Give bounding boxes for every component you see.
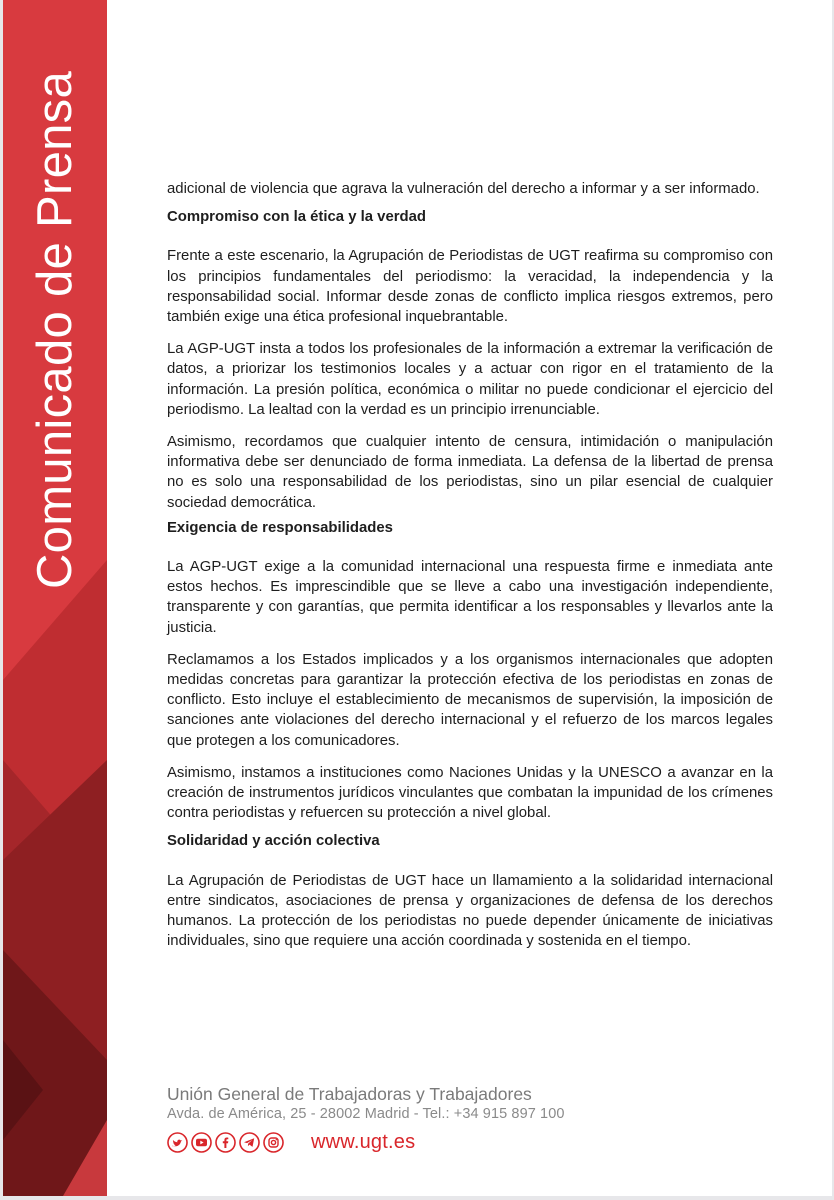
document-page <box>3 0 832 1196</box>
footer-links <box>167 1131 565 1154</box>
paragraph: La Agrupación de Periodistas de UGT hace un llamamiento a la solidaridad internacional entre sindicatos, asociaciones de prensa y organizaciones de defensa de los derechos humanos. La protección de los periodistas no puede depender únicamente de iniciativas individuales, sino que requiere una acción coordinada y sostenida en el tiempo. <box>167 872 773 950</box>
contact-address: Avda. de América, 25 - 28002 Madrid - Tel.: +34 915 897 100 <box>167 1106 565 1122</box>
paragraph: Reclamamos a los Estados implicados y a los organismos internacionales que adopten medidas concretas para garantizar la protección efectiva de los periodistas en zonas de conflicto. Esto incluye el establecimiento de mecanismos de supervisión, la imposición de sanciones ante violaciones del derecho internacional y el refuerzo de los marcos legales que protegen a los comunicadores. <box>167 651 773 749</box>
section-heading-solidarity: Solidaridad y acción colectiva <box>167 833 380 850</box>
sidebar-banner <box>3 0 107 1196</box>
paragraph: Asimismo, instamos a instituciones como Naciones Unidas y la UNESCO a avanzar en la creación de instrumentos jurídicos vinculantes que combatan la impunidad de los crímenes contra periodistas y refuercen su protección a nivel global. <box>167 764 773 822</box>
section-heading-ethics: Compromiso con la ética y la verdad <box>167 209 427 226</box>
instagram-icon[interactable] <box>263 1132 284 1153</box>
paragraph: Asimismo, recordamos que cualquier intento de censura, intimidación o manipulación informativa debe ser denunciado de forma inmediata. La defensa de la libertad de prensa no es solo una responsabilidad de los periodistas, sino un pilar esencial de cualquier sociedad democrática. <box>167 434 773 511</box>
website-link[interactable]: www.ugt.es <box>311 1131 416 1153</box>
document-body <box>167 179 773 964</box>
twitter-icon[interactable] <box>167 1132 188 1153</box>
youtube-icon[interactable] <box>191 1132 212 1153</box>
paragraph: La AGP-UGT insta a todos los profesionales de la información a extremar la verificación de datos, a priorizar los testimonios locales y a actuar con rigor en el tratamiento de la información. La presión política, económica o militar no puede condicionar el ejercicio del periodismo. La lealtad con la verdad es un principio irrenunciable. <box>167 341 773 418</box>
press-release-title: Comunicado de Prensa <box>28 70 82 590</box>
intro-paragraph: adicional de violencia que agrava la vulneración del derecho a informar y a ser informado. <box>167 181 760 197</box>
paragraph: La AGP-UGT exige a la comunidad internacional una respuesta firme e inmediata ante estos hechos. Es imprescindible que se lleve a cabo una investigación independiente, transparente y con garantías, que permita identificar a los responsables y llevarlos ante la justicia. <box>167 559 773 636</box>
telegram-icon[interactable] <box>239 1132 260 1153</box>
section-heading-responsibilities: Exigencia de responsabilidades <box>167 519 393 536</box>
footer <box>167 1084 565 1154</box>
organization-name: Unión General de Trabajadoras y Trabajadores <box>167 1084 532 1104</box>
paragraph: Frente a este escenario, la Agrupación de Periodistas de UGT reafirma su compromiso con los principios fundamentales del periodismo: la veracidad, la independencia y la responsabilidad social. Informar desde zonas de conflicto implica riesgos extremos, pero también exige una ética profesional inquebrantable. <box>167 248 773 326</box>
facebook-icon[interactable] <box>215 1132 236 1153</box>
